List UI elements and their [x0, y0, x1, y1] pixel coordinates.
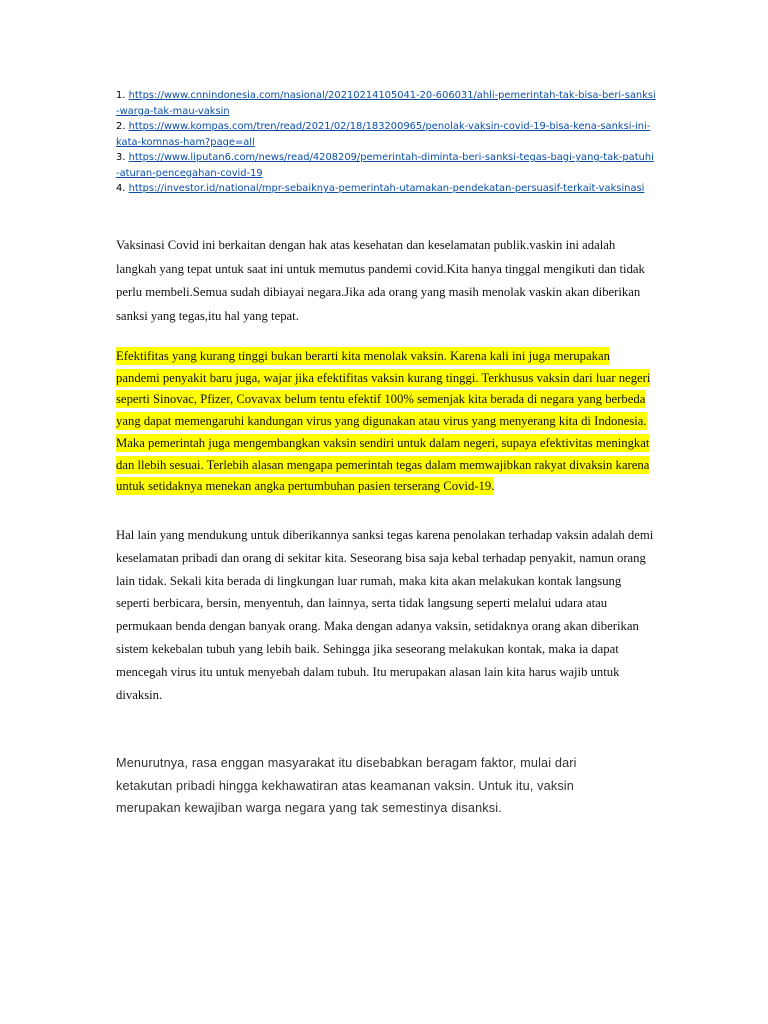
- reference-number: 4.: [116, 183, 126, 194]
- reference-link[interactable]: https://www.kompas.com/tren/read/2021/02/18/183200965/penolak-vaksin-covid-19-bisa-kena-sanksi-ini-kata-komnas-ham?page=all: [116, 121, 651, 148]
- reference-item: [116, 181, 656, 197]
- intro-paragraph: Vaksinasi Covid ini berkaitan dengan hak atas kesehatan dan keselamatan publik.vaskin ini adalah langkah yang tepat untuk saat ini untuk memutus pandemi covid.Kita hanya tinggal mengikuti dan tidak perlu membeli.Semua sudah dibiayai negara.Jika ada orang yang masih menolak vaskin akan diberikan sanksi yang tegas,itu hal yang tepat.: [116, 238, 645, 323]
- reference-item: [116, 119, 656, 150]
- reference-number: 3.: [116, 152, 126, 163]
- reference-link[interactable]: https://investor.id/national/mpr-sebaiknya-pemerintah-utamakan-pendekatan-persuasif-terkait-vaksinasi: [128, 183, 645, 194]
- sanctions-paragraph: Hal lain yang mendukung untuk diberikannya sanksi tegas karena penolakan terhadap vaksin adalah demi keselamatan pribadi dan orang di sekitar kita. Seseorang bisa saja kebal terhadap penyakit, namun orang lain tidak. Sekali kita berada di lingkungan luar rumah, maka kita akan melakukan kontak langsung seperti berbicara, bersin, menyentuh, dan lainnya, serta tidak langsung seperti melalui udara atau permukaan benda dengan banyak orang. Maka dengan adanya vaksin, setidaknya orang akan diberikan sistem kekebalan tubuh yang lebih baik. Sehingga jika seseorang melakukan kontak, maka ia dapat mencegah virus itu untuk menyebah dalam tubuh. Itu merupakan alasan lain kita harus wajib untuk divaksin.: [116, 528, 654, 702]
- highlighted-paragraph-block: [116, 346, 656, 498]
- reference-item: [116, 150, 656, 181]
- closing-paragraph: Menurutnya, rasa enggan masyarakat itu disebabkan beragam faktor, mulai dari ketakutan pribadi hingga kekhawatiran atas keamanan vaksin. Untuk itu, vaksin merupakan kewajiban warga negara yang tak semestinya disanksi.: [116, 756, 577, 815]
- reference-item: [116, 88, 656, 119]
- highlighted-paragraph: Efektifitas yang kurang tinggi bukan berarti kita menolak vaksin. Karena kali ini juga merupakan pandemi penyakit baru juga, wajar jika efektifitas vaksin kurang tinggi. Terkhusus vaksin dari luar negeri seperti Sinovac, Pfizer, Covavax belum tentu efektif 100% semenjak kita berada di negara yang berbeda yang dapat memengaruhi kandungan virus yang digunakan atau virus yang menyerang kita di Indonesia. Maka pemerintah juga mengembangkan vaksin sendiri untuk dalam negeri, supaya efektivitas meningkat dan llebih sesuai. Terlebih alasan mengapa pemerintah tegas dalam memwajibkan rakyat divaksin karena untuk setidaknya menekan angka pertumbuhan pasien terserang Covid-19.: [116, 349, 651, 494]
- reference-number: 1.: [116, 90, 126, 101]
- reference-number: 2.: [116, 121, 126, 132]
- reference-link[interactable]: https://www.liputan6.com/news/read/4208209/pemerintah-diminta-beri-sanksi-tegas-bagi-yang-tak-patuhi-aturan-pencegahan-covid-19: [116, 152, 654, 179]
- reference-list: [116, 88, 656, 197]
- reference-link[interactable]: https://www.cnnindonesia.com/nasional/20210214105041-20-606031/ahli-pemerintah-tak-bisa-beri-sanksi-warga-tak-mau-vaksin: [116, 90, 656, 117]
